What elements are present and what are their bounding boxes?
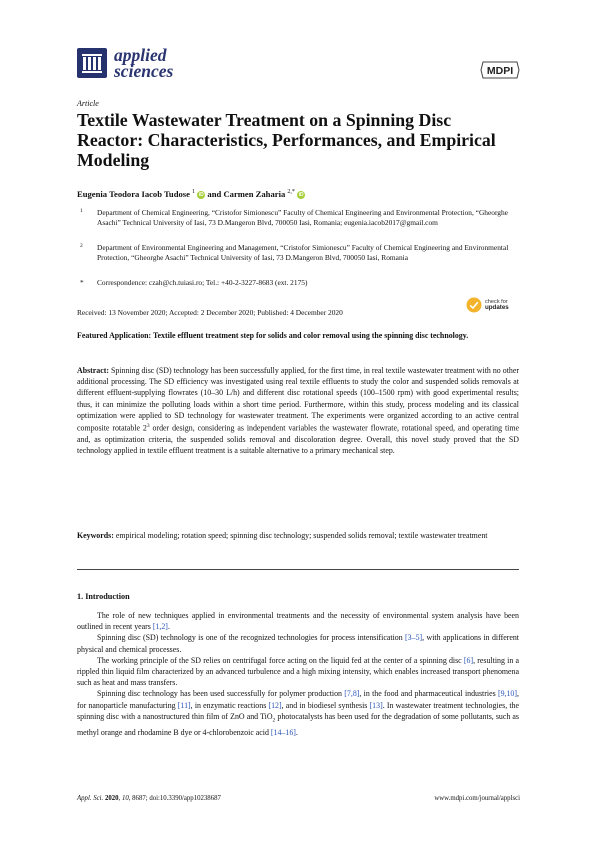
paragraph-text: , and in biodiesel synthesis [281,700,370,710]
article-title: Textile Wastewater Treatment on a Spinning Disc Reactor: Characteristics, Performances, and Empirical Modeling [77,110,496,170]
mdpi-logo[interactable] [480,61,520,84]
paragraph-text: . [295,727,298,737]
affiliation-text: Department of Environmental Engineering and Management, “Cristofor Simionescu” Faculty of Chemical Engineering and Environmental Protection, “Gheorghe Asachi” Technical University of Iasi, 73 D.Mangeron Blvd, 700050 Iasi, Romania [97,243,509,263]
author-affiliation-mark: 1 [192,189,196,196]
paragraph-text: The working principle of the SD relies on centrifugal force acting on the liquid fed at the center of a spinning disc [97,655,464,665]
check-for-updates-badge[interactable] [466,297,509,313]
citation-link[interactable]: [3–5] [405,633,423,643]
keywords [77,530,519,541]
check-updates-line1: check for [485,298,508,305]
abstract-superscript: 3 [146,423,150,430]
section-divider [77,569,519,570]
correspondence-mark: * [80,278,84,287]
paragraph-text: , in the food and pharmaceutical industries [359,689,498,699]
paragraph-text: Spinning disc (SD) technology is one of the recognized technologies for process intensification [97,633,406,643]
citation-link[interactable]: [13] [369,700,383,710]
affiliation-number: 1 [80,208,83,214]
abstract-text: Spinning disc (SD) technology has been successfully applied, for the first time, in real textile wastewater treatment with no other additional processing. The SD efficiency was investigated using real textile effluents to study the color and suspended solids removals at different effluent-supplying flowrates (10–30 L/h) and different disc rotational speeds (100–1500 rpm) with good experimental results; thus, it can minimize the polluting loads within a short time period. Furthermore, within this study, process modeling and its classical optimization were applied to SD technology for wastewater treatment. The experiments were organized according to an active central composite rotatable 2 [77,366,519,433]
paragraph-text: , resulting in a rippled thin liquid film characterized by an advanced turbulence and a high mixing intensity, which enables increased transport phenomena such as heat and mass transfers. [77,655,519,688]
footer-volume: 10 [121,795,129,802]
journal-name-line2: sciences [114,61,174,81]
affiliation-text: Department of Chemical Engineering, “Cristofor Simionescu” Faculty of Chemical Engineering and Environmental Protection, “Gheorghe Asachi” Technical University of Iasi, 73 D.Mangeron Blvd, 700050 Iasi, Romania; eugenia.iacob2017@gmail.com [97,208,508,228]
citation-link[interactable]: [7,8] [344,689,360,699]
paragraph [77,655,519,689]
featured-application-label: Featured Application: [77,331,152,340]
paragraph-text: The role of new techniques applied in environmental treatments and the necessity of environmental system analysis have been outlined in recent years [77,611,519,632]
author-name[interactable]: Carmen Zaharia [223,189,286,199]
publication-dates: Received: 13 November 2020; Accepted: 2 December 2020; Published: 4 December 2020 [77,308,343,317]
citation-link[interactable]: [11] [177,700,191,710]
journal-logo[interactable] [77,47,173,79]
paragraph-text: . [167,622,170,632]
introduction-body [77,610,519,738]
mdpi-logo-icon [480,61,520,79]
paragraph-text: , with applications in different physical and chemical processes. [77,633,519,654]
abstract-label: Abstract: [77,366,109,375]
paragraph [77,632,519,654]
footer-citation: Appl. Sci. 2020, 10, 8687; doi:10.3390/app10238687 [77,795,221,802]
abstract [77,365,519,456]
citation-link[interactable]: [1,2] [152,622,168,632]
featured-application-text: Textile effluent treatment step for solids and color removal using the spinning disc technology. [153,331,469,340]
article-type: Article [77,99,99,108]
check-updates-text [485,299,509,311]
paragraph-text: Spinning disc technology has been used successfully for polymer production [97,689,345,699]
author-name[interactable]: Eugenia Teodora Iacob Tudose [77,189,190,199]
keywords-label: Keywords: [77,531,114,540]
citation-link[interactable]: [9,10] [497,689,518,699]
citation-link[interactable]: [12] [268,700,282,710]
paragraph-text: photocatalysts has been used for the degradation of some pollutants, such as methyl orange and rhodamine B dye or 4-chlorobenzoic acid [77,711,519,737]
check-updates-icon [466,297,482,313]
paragraph [77,688,519,737]
featured-application [77,330,519,341]
paragraph-text: , in enzymatic reactions [190,700,269,710]
citation-link[interactable]: [6] [463,655,474,665]
paragraph-text: , for nanoparticle manufacturing [77,689,519,710]
check-updates-line2: updates [485,304,509,311]
section-heading-introduction: 1. Introduction [77,592,130,601]
orcid-icon[interactable]: iD [298,192,304,199]
chemical-subscript: 2 [272,717,276,724]
paragraph-text: . In wastewater treatment technologies, the spinning disc with a nanostructured thin film of ZnO and TiO [77,700,520,721]
keywords-text: empirical modeling; rotation speed; spinning disc technology; suspended solids removal; textile wastewater treatment [115,531,488,540]
journal-name [114,47,173,79]
journal-name-line1: applied [114,45,167,65]
abstract-text-continued: order design, considering as independent variables the wastewater flowrate, rotational speed, and operating time and, as optimization criteria, the suspended solids removal and discoloration degree. Overall, this novel study proved that the SD technology applied in textile effluent treatment is a suitable alternative to a primary mechanical step. [77,423,519,456]
affiliation-2 [77,243,522,263]
orcid-icon[interactable]: iD [198,192,204,199]
correspondence-text: Correspondence: czah@ch.tuiasi.ro; Tel.: +40-2-3227-8683 (ext. 2175) [97,278,308,287]
footer-journal-url[interactable]: www.mdpi.com/journal/applsci [434,795,520,802]
correspondence [77,278,522,288]
footer-year: 2020 [104,795,119,802]
author-connector: and [207,189,222,199]
journal-emblem-icon [77,48,107,78]
citation-link[interactable]: [14–16] [270,727,296,737]
author-affiliation-mark: 2,* [287,189,295,196]
affiliation-number: 2 [80,243,83,249]
paragraph [77,610,519,632]
mdpi-logo-text: MDPI [486,65,514,77]
affiliation-1 [77,208,522,228]
author-list [77,189,305,199]
footer-doi[interactable]: , 8687; doi:10.3390/app10238687 [128,795,221,802]
footer-journal-abbrev: Appl. Sci. [77,795,104,802]
